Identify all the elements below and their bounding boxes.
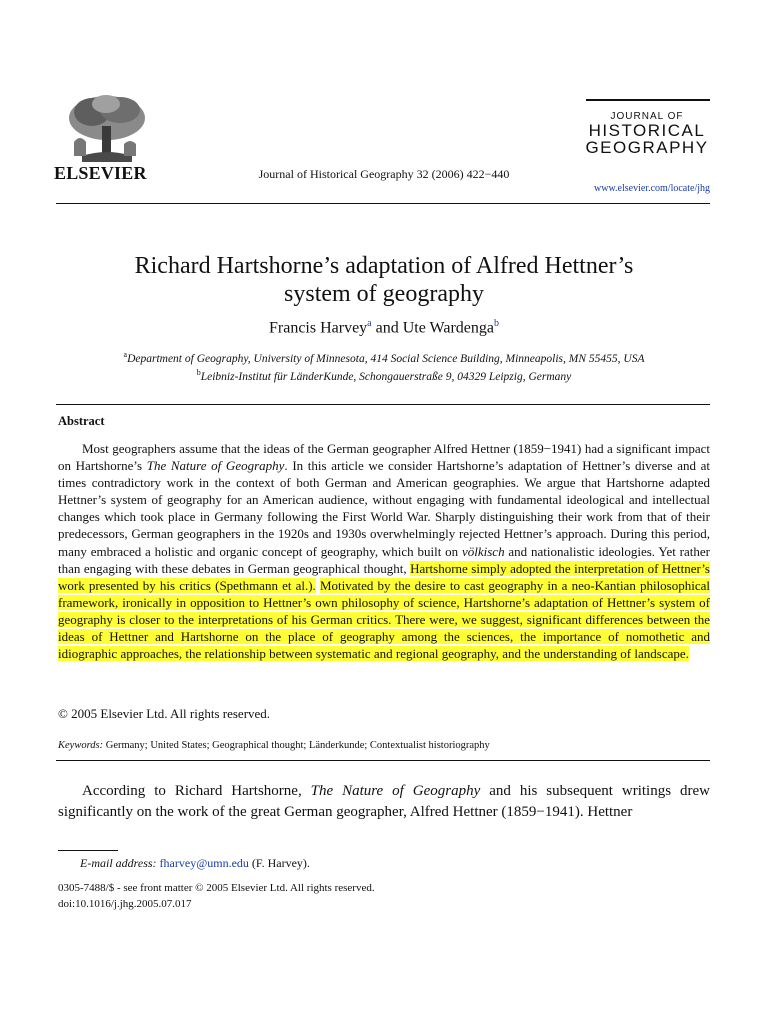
footnote-rule [58, 850, 118, 851]
doi-line[interactable]: doi:10.1016/j.jhg.2005.07.017 [58, 898, 192, 910]
journal-title-rule [586, 99, 710, 101]
book-title: The Nature of Geography [146, 458, 285, 474]
abstract-top-rule [56, 404, 710, 405]
issn-line: 0305-7488/$ - see front matter © 2005 Elsevier Ltd. All rights reserved. [58, 882, 375, 894]
keywords-label: Keywords: [58, 740, 104, 751]
email-suffix: (F. Harvey). [248, 856, 310, 870]
term-italic: völkisch [461, 543, 505, 559]
keywords [58, 740, 490, 751]
article-title-line2: system of geography [284, 281, 484, 307]
author-separator: and [371, 319, 403, 337]
email-link[interactable]: fharvey@umn.edu [159, 856, 249, 870]
footnote-email [80, 856, 310, 871]
author-list [0, 318, 768, 337]
highlighted-text[interactable]: Motivated by the desire to cast geography in a neo-Kantian philosophical framework, ironically in opposition to Hettner’s own philosophy of science, Hartshorne’s adaptation of Hettner’s system of geography is closer to the interpretations of his German critics. There were, we suggest, significant differences between the ideas of Hettner and Hartshorne on the place of geography among the sciences, the importance of nomothetic and idiographic approaches, the relationship between systematic and regional geography, and the understanding of landscape. [58, 577, 711, 662]
abstract-heading: Abstract [58, 414, 105, 428]
affiliation-marker: b [196, 368, 201, 377]
journal-title-line2: HISTORICAL [588, 121, 706, 140]
abstract-text: Most geographers assume that the ideas of the German geographer Alfred Hettner (1859−1941) had a significant impact on Hartshorne’s [58, 441, 710, 474]
affiliation-b [0, 368, 768, 383]
abstract-copyright: © 2005 Elsevier Ltd. All rights reserved. [58, 706, 271, 721]
body-text [58, 781, 710, 823]
author-name: Francis Harvey [268, 319, 368, 337]
abstract-text: and nationalistic ideologies. Yet rather than engaging with these debates in German geographical thought, [58, 543, 710, 576]
keywords-list: Germany; United States; Geographical thought; Länderkunde; Contextualist historiography [105, 740, 490, 751]
abstract-paragraph [58, 440, 710, 662]
article-title-line1: Richard Hartshorne’s adaptation of Alfred Hettner’s [134, 253, 634, 279]
author-name: Ute Wardenga [402, 319, 494, 337]
email-label: E-mail address: [80, 856, 157, 870]
body-text-run: According to Richard Hartshorne, [82, 783, 311, 799]
highlighted-text[interactable]: Hartshorne simply adopted the interpretation of Hettner’s work presented by his critics (Spethmann et al.). [58, 560, 710, 593]
affiliation-a [0, 350, 768, 365]
body-text-run: and his subsequent writings drew significantly on the work of the great German geographer, Alfred Hettner (1859−1941). Hettner [58, 783, 711, 820]
book-title: The Nature of Geography [310, 783, 481, 799]
publisher-name: ELSEVIER [54, 163, 147, 183]
journal-title-line1: JOURNAL OF [610, 111, 684, 122]
abstract-text: . In this article we consider Hartshorne’s adaptation of Hettner’s diverse and at times contradictory work in the context of both German and American geographies. We argue that Hartshorne adapted Hettner’s system of geography for an American audience, without engaging with fundamental ideological and intellectual changes which took place in Germany following the First World War. Sharply distinguishing their work from that of their predecessors, German geographers in the 1920s and 1930s overwhelmingly rejected Hettner’s approach. During this period, many embraced a holistic and organic concept of geography, which built on [58, 458, 710, 559]
journal-title-logo [584, 111, 710, 156]
affiliation-marker: a [123, 350, 128, 359]
journal-citation: Journal of Historical Geography 32 (2006) 422−440 [258, 167, 510, 181]
affiliation-text: Leibniz-Institut für LänderKunde, Schongauerstraße 9, 04329 Leipzig, Germany [200, 370, 572, 383]
affiliation-text: Department of Geography, University of Minnesota, 414 Social Science Building, Minneapolis, MN 55455, USA [127, 352, 645, 365]
affiliation-link[interactable]: a [367, 318, 372, 329]
abstract-bottom-rule [56, 760, 710, 761]
journal-title-line3: GEOGRAPHY [585, 138, 709, 157]
abstract-body [58, 440, 710, 662]
affiliation-link[interactable]: b [494, 318, 499, 329]
header-divider [56, 203, 710, 204]
journal-url-link[interactable]: www.elsevier.com/locate/jhg [594, 183, 710, 194]
article-title [60, 252, 708, 308]
body-paragraph [58, 781, 710, 823]
